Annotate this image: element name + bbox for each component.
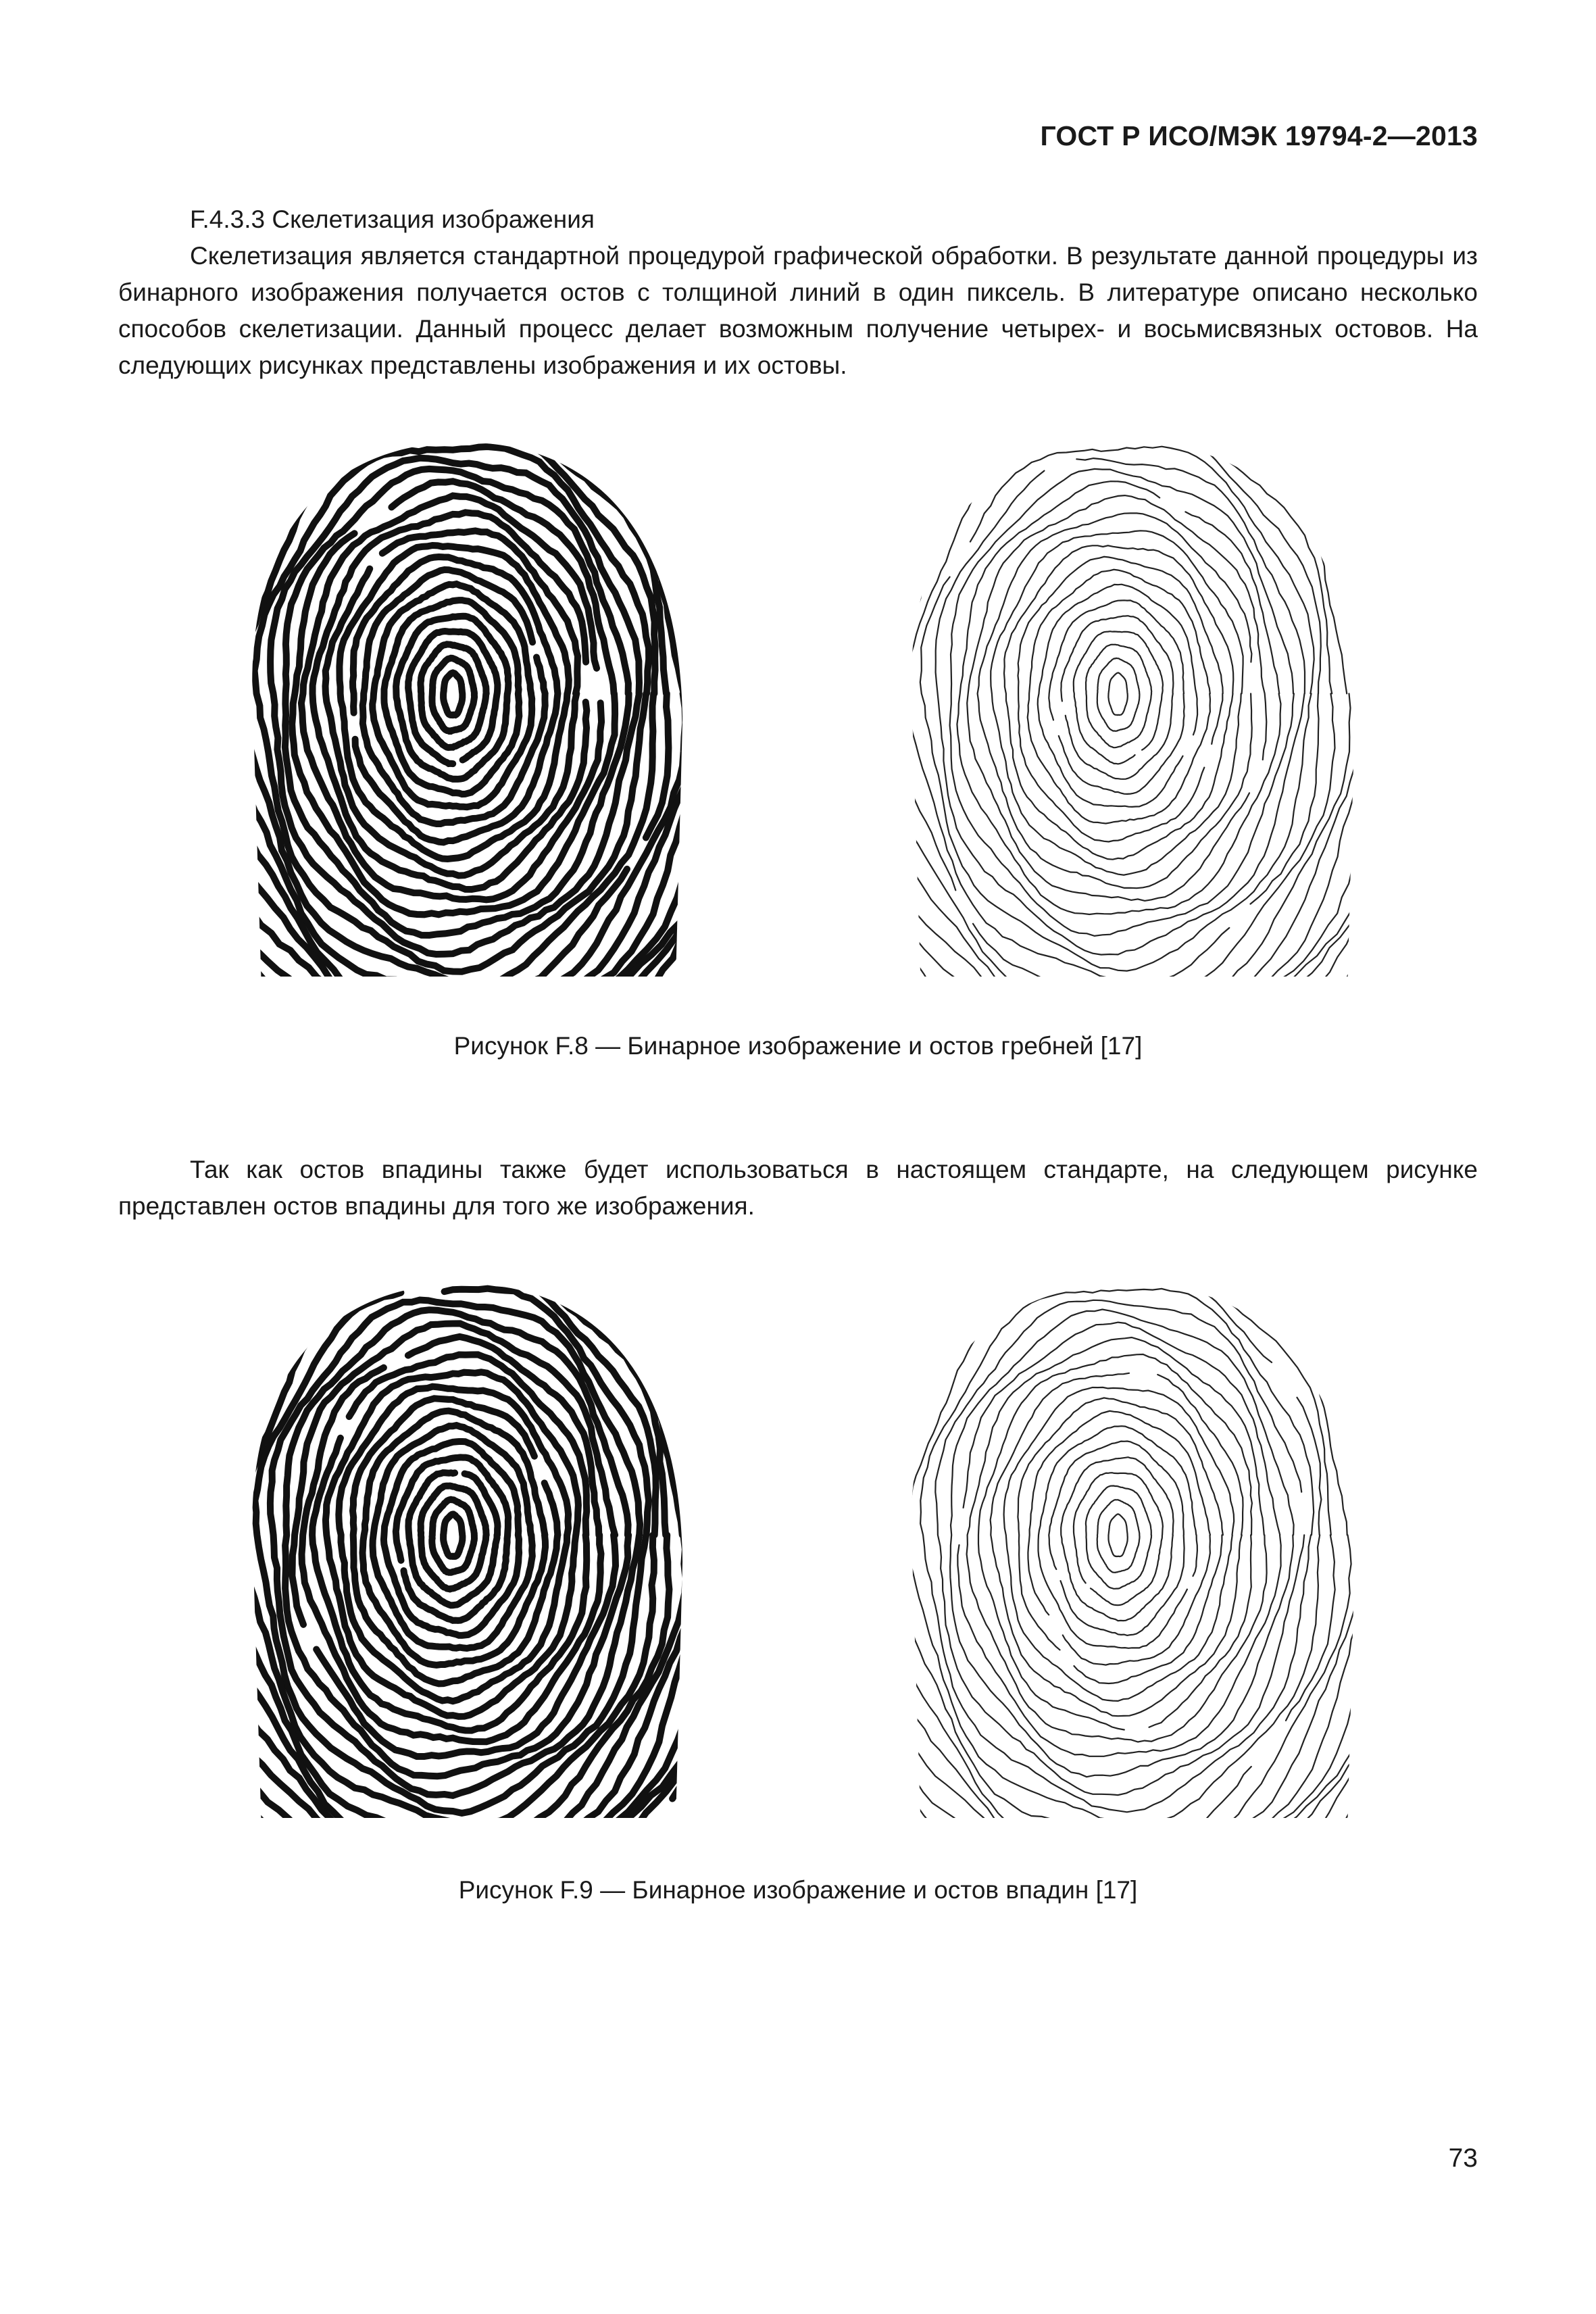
figure-f8-binary-image	[243, 443, 689, 977]
figure-f8-caption: Рисунок F.8 — Бинарное изображение и остов гребней [17]	[453, 1032, 1143, 1060]
figure-f8-ridge-skeleton	[902, 443, 1362, 977]
figure-f9-valley-skeleton	[902, 1284, 1362, 1818]
paragraph-valley-skeleton: Так как остов впадины также будет использоваться в настоящем стандарте, на следующем рисунке представлен остов впадины для того же изображения.	[118, 1156, 1478, 1220]
text-block-1	[118, 201, 1478, 384]
paragraph-skeletization: Скелетизация является стандартной процедурой графической обработки. В результате данной процедуры из бинарного изображения получается остов с толщиной линий в один пиксель. В литературе описано несколько способов скелетизации. Данный процесс делает возможным получение четырех- и восьмисвязных остовов. На следующих рисунках представлены изображения и их остовы.	[118, 242, 1478, 379]
text-block-2	[118, 1152, 1478, 1225]
section-heading: F.4.3.3 Скелетизация изображения	[190, 205, 595, 233]
figure-f9-binary-image	[243, 1284, 689, 1818]
page-number: 73	[1448, 2144, 1478, 2173]
figure-f9-caption: Рисунок F.9 — Бинарное изображение и остов впадин [17]	[458, 1876, 1138, 1904]
document-standard-id: ГОСТ Р ИСО/МЭК 19794-2—2013	[1040, 120, 1478, 151]
